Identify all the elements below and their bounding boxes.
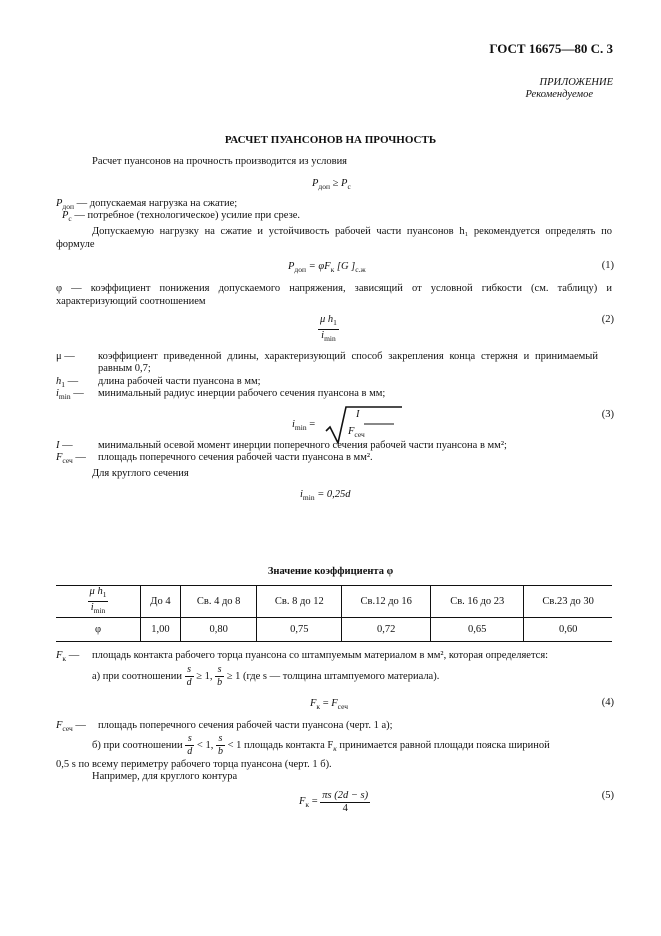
def-mu-text: коэффициент приведенной длины, характеризующий способ закрепления конца стержня и принимаемый равным 0,7;	[98, 351, 598, 374]
phi-definition: φ — коэффициент понижения допускаемого напряжения, зависящий от условной гибкости (см. таблицу) и характеризующий соотношением	[56, 283, 612, 307]
equation-number-1: (1)	[601, 260, 614, 271]
case-a: а) при соотношении $\frac{s}{d}$ ≥ 1, $\frac{s}{b}$ ≥ 1 (где s — толщина штампуемого материала).	[92, 664, 440, 688]
case-b-suffix: площадь контакта F	[244, 739, 334, 751]
table-cell: 0,60	[524, 618, 612, 642]
condition-formula	[312, 178, 351, 191]
table-header-row	[56, 586, 612, 618]
table-cell: 0,72	[342, 618, 431, 642]
f5-top: πs (2d − s)	[322, 790, 369, 801]
def-dash: —	[74, 210, 85, 221]
formula-5	[299, 790, 370, 815]
th-frac-top: μ h	[89, 586, 103, 597]
f1-c: [G ]	[334, 261, 356, 272]
f1-b: = φF	[306, 261, 331, 272]
f3-eq: =	[306, 419, 316, 430]
fr-rhs: = 0,25d	[314, 489, 351, 500]
f2-num-sub: 1	[333, 318, 337, 328]
f4-rhs-sub: сеч	[337, 702, 349, 712]
intro-text: Расчет пуансонов на прочность производится из условия	[92, 156, 348, 167]
th-frac-top-sub: 1	[102, 590, 107, 600]
table-header-cell: Св. 4 до 8	[180, 586, 257, 618]
f3-bot: F	[348, 426, 355, 437]
cond-lhs-sub: доп	[318, 182, 331, 192]
case-b-prefix: б) при соотношении	[92, 739, 183, 751]
def-h1-text: длина рабочей части пуансона в мм;	[98, 376, 261, 387]
equation-number-3: (3)	[601, 409, 614, 420]
def-imin-text: минимальный радиус инерции рабочего сечения пуансона в мм;	[98, 388, 386, 399]
f4-rhs: F	[331, 698, 338, 709]
formula-2	[318, 314, 339, 345]
f2-den-sub: min	[324, 334, 336, 344]
f5-lhs: F	[299, 795, 306, 807]
case-b: б) при соотношении $\frac{s}{d}$ < 1, $\frac{s}{b}$ < 1 площадь контакта $F_к$ принимается равной площади пояска шириной	[92, 733, 550, 757]
case-b-line2: 0,5 s по всему периметру рабочего торца пуансона (черт. 1 б).	[56, 759, 332, 770]
def-p-c	[62, 210, 618, 225]
fr-lhs: i	[300, 489, 303, 500]
equation-number-4: (4)	[601, 697, 614, 708]
def-Fk: $F_к$ — площадь контакта рабочего торца пуансона со штампуемым материалом в мм², которая определяется:	[56, 650, 549, 664]
cond-op: ≥	[330, 178, 342, 189]
f5-lhs-sub: к	[305, 800, 310, 810]
def-Fk-text: площадь контакта рабочего торца пуансона со штампуемым материалом в мм², которая определяется:	[92, 650, 549, 661]
round-section-label: Для круглого сечения	[92, 468, 189, 479]
table-cell: 0,65	[431, 618, 524, 642]
f3-bot-sub: сеч	[354, 430, 365, 440]
case-a-prefix: а) при соотношении	[92, 670, 182, 682]
appendix-label: ПРИЛОЖЕНИЕ	[539, 77, 613, 88]
paragraph-allowable-load: Допускаемую нагрузку на сжатие и устойчивость рабочей части пуансонов h₁ рекомендуется определять по формуле	[56, 226, 612, 250]
formula-4	[310, 698, 348, 711]
f4-lhs-sub: к	[316, 702, 321, 712]
table-cell: 1,00	[141, 618, 181, 642]
table-row-label: φ	[56, 618, 141, 642]
equation-number-5: (5)	[601, 790, 614, 801]
th-frac-bot: i	[90, 602, 94, 614]
def-Fsech-text: площадь поперечного сечения рабочей части пуансона в мм².	[98, 452, 373, 463]
table-row	[56, 618, 612, 642]
table-title: Значение коэффициента φ	[267, 566, 394, 577]
formula-round	[300, 489, 351, 502]
def-mu: μ — коэффициент приведенной длины, характеризующий способ закрепления конца стержня и принимаемый равным 0,7;	[56, 351, 598, 374]
def-Fsech: $F_{сеч}$ — площадь поперечного сечения рабочей части пуансона в мм².	[56, 452, 373, 466]
case-b-suffix2: принимается равной площади пояска шириной	[336, 739, 550, 751]
f3-lhs-sub: min	[294, 423, 307, 433]
f3-top: I	[356, 409, 360, 420]
equation-number-2: (2)	[601, 314, 614, 325]
th-frac-bot-sub: min	[93, 606, 106, 616]
f1-b-sub: к	[330, 265, 335, 275]
table-header-cell: Св. 8 до 12	[257, 586, 342, 618]
table-header-cell: До 4	[141, 586, 181, 618]
def-text: допускаемая нагрузка на сжатие;	[89, 198, 238, 209]
table-header-cell: Св. 16 до 23	[431, 586, 524, 618]
def-Fsech-2-text: площадь поперечного сечения рабочей части пуансона (черт. 1 а);	[98, 720, 393, 731]
f4-lhs: F	[310, 698, 317, 709]
f3-lhs: i	[292, 419, 295, 430]
cond-rhs-sub: c	[347, 182, 351, 192]
example-label: Например, для круглого контура	[92, 771, 238, 782]
f5-eq: =	[309, 795, 318, 807]
f5-bot: 4	[342, 803, 348, 814]
cond-lhs: P	[312, 178, 319, 189]
table-header-cell: Св.23 до 30	[524, 586, 612, 618]
def-dash: —	[76, 198, 88, 209]
table-cell: 0,80	[180, 618, 257, 642]
f4-eq: =	[320, 698, 332, 709]
case-a-suffix: (где s — толщина штампуемого материала).	[243, 670, 440, 682]
def-I-text: минимальный осевой момент инерции поперечного сечения рабочей части пуансона в мм²;	[98, 440, 507, 451]
def-Fsech-2: $F_{сеч}$ — площадь поперечного сечения рабочей части пуансона (черт. 1 а);	[56, 720, 393, 734]
page-title: РАСЧЕТ ПУАНСОНОВ НА ПРОЧНОСТЬ	[224, 134, 437, 146]
f2-den: i	[321, 330, 325, 342]
formula-1	[288, 261, 366, 274]
def-symbol-sub: доп	[62, 202, 75, 212]
f1-c-sub: с.ж	[355, 265, 366, 275]
f1-a: P	[288, 261, 295, 272]
coefficient-table	[56, 585, 612, 642]
header-frac-cell	[56, 586, 141, 618]
def-symbol: P	[62, 210, 69, 221]
fr-lhs-sub: min	[302, 493, 315, 503]
def-h1: $h_1$ — длина рабочей части пуансона в мм;	[56, 376, 261, 390]
f2-num: μ h	[320, 314, 334, 325]
f1-a-sub: доп	[294, 265, 307, 275]
cond-rhs: P	[341, 178, 348, 189]
def-I: I — минимальный осевой момент инерции поперечного сечения рабочей части пуансона в мм²;	[56, 440, 507, 451]
def-symbol: P	[56, 198, 63, 209]
def-symbol-sub: c	[68, 214, 72, 224]
def-text: потребное (технологическое) усилие при срезе.	[87, 210, 301, 221]
appendix-status: Рекомендуемое	[525, 89, 593, 100]
table-header-cell: Св.12 до 16	[342, 586, 431, 618]
table-cell: 0,75	[257, 618, 342, 642]
def-imin: $i_{min}$ — минимальный радиус инерции рабочего сечения пуансона в мм;	[56, 388, 386, 402]
document-reference: ГОСТ 16675—80 С. 3	[489, 41, 613, 56]
